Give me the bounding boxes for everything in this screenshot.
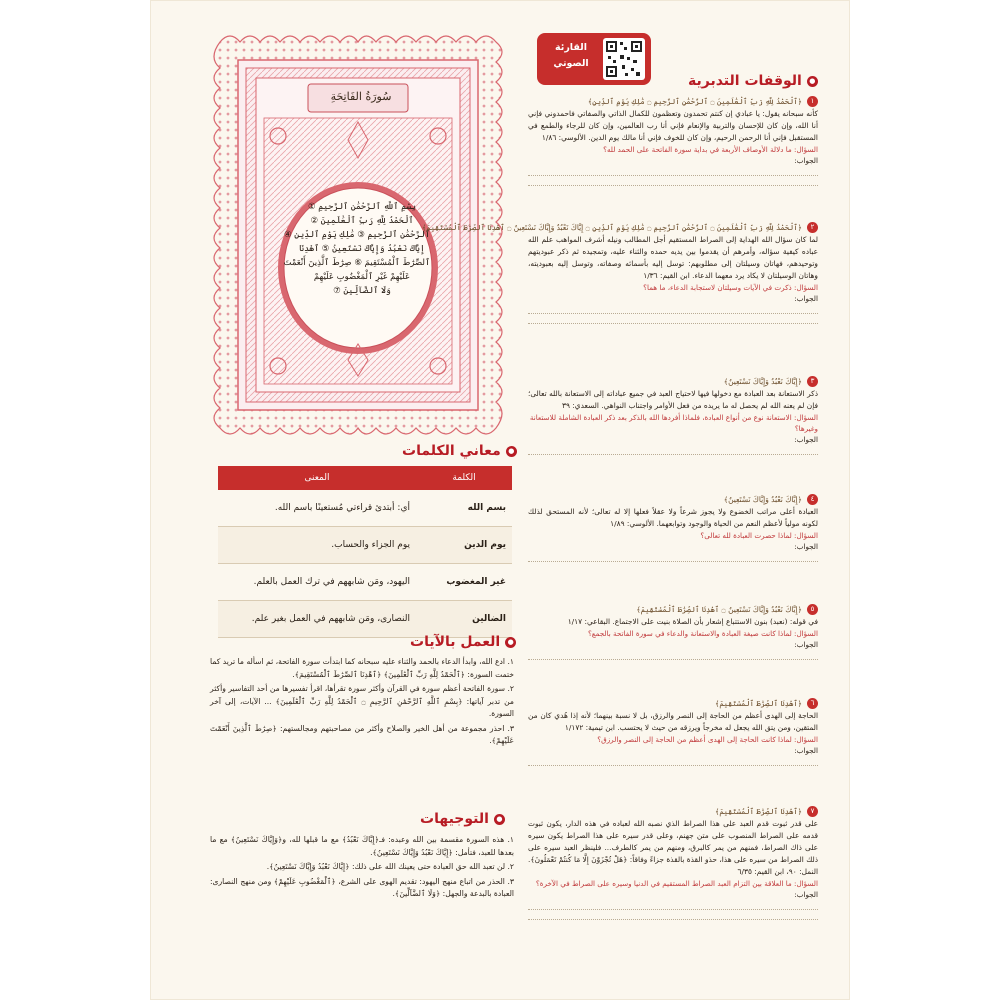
audio-reader-label: القارئة الصوتي xyxy=(553,42,589,69)
surah-verses xyxy=(283,200,430,340)
block-body: العبادة أعلى مراتب الخضوع ولا يجوز شرعاً ولا عقلاً فعلها إلا له تعالى؛ لأنه المستحق لذلك لكونه مولياً لأعظم النعم من الحياة والوجود وتوابعهما. الألوسي: ١/٨٩ xyxy=(528,507,818,528)
meaning-cell: النصارى، ومَن شابههم في العمل بغير علم. xyxy=(218,601,416,638)
list-item: ١. هذه السورة مقسمة بين الله وعبده: فـ﴿إِيَّاكَ نَعْبُدُ﴾ مع ما قبلها لله، و﴿وَإِيَّاكَ نَسْتَعِينُ﴾ مع ما بعدها للعبد، فتأمل: ﴿إِيَّاكَ نَعْبُدُ وَإِيَّاكَ نَسْتَعِينُ﴾. xyxy=(210,835,514,857)
guidance-list xyxy=(210,834,514,956)
list-item: ٢. سورة الفاتحة أعظم سورة في القرآن وأكثر سورة تقرأها، اقرأ تفسيرها من أحد التفاسير وأكثر من تدبر آياتها: ﴿بِسْمِ ٱللَّهِ ٱلرَّحْمَٰنِ ٱلرَّحِيمِ ۝ ٱلْحَمْدُ لِلَّهِ رَبِّ ٱلْعَٰلَمِينَ﴾ ... الآيات، إلى آخر السورة. xyxy=(210,684,515,718)
block-number: ٥ xyxy=(807,604,818,615)
word-cell: غير المغضوب xyxy=(416,564,512,601)
block-body: في قوله: (نعبد) بنون الاستتباع إشعار بأن الصلاة بنيت على الاجتماع. البقاعي: ١/١٧ xyxy=(567,617,818,626)
block-body: كأنه سبحانه يقول: يا عبادي إن كنتم تحمدون وتعظمون للكمال الذاتي والصفاتي فاحمدوني فإني أنا الله، وإن كان للإحسان والتربية والإنعام فإني أنا رب العالمين، وإن كان للرجاء والطمع في المستقبل فإني أنا الرحمن الرحيم، وإن كان للخوف فإني أنا مالك يوم الدين. الألوسي: ١/٨٦ xyxy=(528,109,818,142)
block-number: ٤ xyxy=(807,494,818,505)
block-number: ٢ xyxy=(807,222,818,233)
block-quote: ﴿ٱهْدِنَا ٱلصِّرَٰطَ ٱلْمُسْتَقِيمَ﴾ xyxy=(715,699,802,708)
table-row xyxy=(218,601,512,638)
list-item: ٢. لن تعبد الله حق العبادة حتى يعينك الله على ذلك: ﴿إِيَّاكَ نَعْبُدُ وَإِيَّاكَ نَسْتَعِينُ﴾. xyxy=(266,862,514,871)
block-body: لما كان سؤال الله الهداية إلى الصراط المستقيم أجل المطالب ونيله أشرف المواهب علم الله عباده كيفية سؤاله، وأمرهم أن يقدموا بين يديه حمده والثناء عليه، وتمجيده ثم ذكر عبوديتهم وتوحيدهم، فهاتان وسيلتان إلى مطلوبهم: توسل إليه بأسمائه وصفاته، وتوسل إليه بعبوديته، وهاتان الوسيلتان لا يكاد يرد معهما الدعاء. ابن القيم: ١/٣٦ xyxy=(528,235,818,280)
list-item: ٣. الحذر من اتباع منهج اليهود: تقديم الهوى على الشرع، ﴿ٱلْمَغْضُوبِ عَلَيْهِمْ﴾ ومن منهج النصارى: العبادة بالبدعة والجهل: ﴿وَلَا ٱلضَّآلِّينَ﴾. xyxy=(210,876,514,898)
section-bullet-icon: ● xyxy=(807,76,818,87)
answer-line[interactable] xyxy=(528,756,818,766)
answer-line[interactable] xyxy=(528,910,818,920)
header-meaning: المعنى xyxy=(218,466,416,490)
block-number: ٣ xyxy=(807,376,818,387)
answer-line[interactable] xyxy=(528,314,818,324)
work-title: العمل بالآيات xyxy=(410,634,501,650)
verse-line: ٱلْحَمْدُ لِلَّهِ رَبِّ ٱلْعَٰلَمِينَ ② xyxy=(310,216,414,226)
meaning-cell: يوم الجزاء والحساب. xyxy=(218,527,416,564)
block-quote: ﴿إِيَّاكَ نَعْبُدُ وَإِيَّاكَ نَسْتَعِينُ﴾ xyxy=(723,495,802,504)
block-quote: ﴿ٱلْحَمْدُ لِلَّهِ رَبِّ ٱلْعَٰلَمِينَ ۝ ٱلرَّحْمَٰنِ ٱلرَّحِيمِ ۝ مَٰلِكِ يَوْمِ ٱلدِّينِ﴾ xyxy=(587,97,802,106)
block-number: ١ xyxy=(807,96,818,107)
table-row xyxy=(218,527,512,564)
table-row xyxy=(218,490,512,527)
answer-line[interactable] xyxy=(528,445,818,455)
block-answer-label: الجواب: xyxy=(794,890,818,899)
block-quote: ﴿ٱهْدِنَا ٱلصِّرَٰطَ ٱلْمُسْتَقِيمَ﴾ xyxy=(715,807,802,816)
answer-line[interactable] xyxy=(528,650,818,660)
reflection-block xyxy=(528,604,818,660)
table-header-row xyxy=(218,466,512,490)
meanings-title: معاني الكلمات xyxy=(402,443,501,459)
answer-line[interactable] xyxy=(528,304,818,314)
block-body: على قدر ثبوت قدم العبد على هذا الصراط الذي نصبه الله لعباده في هذه الدار، يكون ثبوت قدمه على الصراط المنصوب على متن جهنم، وعلى قدر سيره على هذا الصراط يكون سيره على ذاك الصراط، فمنهم من يمر كالبرق، ومنهم من يمر كالطرف... فلينظر العبد سيره على ذلك الصراط من سيره على هذا، حذو القذة بالقذة جزاءً وفاقاً: ﴿هَلْ تُجْزَوْنَ إِلَّا مَا كُنتُمْ تَعْمَلُونَ﴾. النمل: ٩٠، ابن القيم: ٦/٣٥ xyxy=(528,819,818,876)
meanings-table xyxy=(218,466,512,638)
reflection-block xyxy=(528,96,818,186)
section-bullet-icon: ● xyxy=(505,637,516,648)
block-body: الحاجة إلى الهدى أعظم من الحاجة إلى النصر والرزق، بل لا نسبة بينهما؛ لأنه إذا هُدي كان من المتقين، ومن يتق الله يجعل له مخرجاً ويرزقه من حيث لا يحتسب. ابن تيمية: ١/١٧٢ xyxy=(528,711,818,732)
verse-line: بِسْمِ ٱللَّهِ ٱلرَّحْمَٰنِ ٱلرَّحِيمِ ① xyxy=(307,202,417,212)
block-body: ذكر الاستعانة بعد العبادة مع دخولها فيها لاحتياج العبد في جميع عباداته إلى الاستعانة بالله تعالى؛ فإن لم يعنه الله لم يحصل له ما يريده من فعل الأوامر واجتناب النواهي. السعدي: ٣٩ xyxy=(528,389,818,410)
word-cell: الضالين xyxy=(416,601,512,638)
section-bullet-icon: ● xyxy=(494,814,505,825)
verse-line: إِيَّاكَ نَعْبُدُ وَإِيَّاكَ نَسْتَعِينُ ⑤ ٱهْدِنَا xyxy=(299,244,425,254)
section-bullet-icon: ● xyxy=(506,446,517,457)
reflection-block xyxy=(528,806,818,920)
block-answer-label: الجواب: xyxy=(794,746,818,755)
mushaf-ornament xyxy=(208,30,508,440)
meanings-heading xyxy=(402,443,517,459)
header-word: الكلمة xyxy=(416,466,512,490)
reflections-title: الوقفات التدبرية xyxy=(688,73,802,89)
reflection-block xyxy=(528,698,818,766)
reflections-heading xyxy=(688,73,818,89)
reflection-block xyxy=(421,222,818,324)
answer-line[interactable] xyxy=(528,166,818,176)
block-question: السؤال: ما العلاقة بين التزام العبد الصراط المستقيم في الدنيا وسيره على الصراط في الآخرة؟ xyxy=(535,879,818,888)
answer-line[interactable] xyxy=(528,900,818,910)
audio-reader-badge[interactable] xyxy=(537,33,651,85)
block-number: ٦ xyxy=(807,698,818,709)
verse-line: ٱلصِّرَٰطَ ٱلْمُسْتَقِيمَ ⑥ صِرَٰطَ ٱلَّذِينَ أَنْعَمْتَ xyxy=(283,258,430,268)
block-quote: ﴿ٱلْحَمْدُ لِلَّهِ رَبِّ ٱلْعَٰلَمِينَ ۝ ٱلرَّحْمَٰنِ ٱلرَّحِيمِ ۝ مَٰلِكِ يَوْمِ ٱلدِّينِ ۝ إِيَّاكَ نَعْبُدُ وَإِيَّاكَ نَسْتَعِينُ ۝ ٱهْدِنَا ٱلصِّرَٰطَ ٱلْمُسْتَقِيمَ﴾ xyxy=(421,223,802,232)
work-list xyxy=(210,656,514,802)
block-answer-label: الجواب: xyxy=(794,294,818,303)
list-item: ١. ادع الله، وابدأ الدعاء بالحمد والثناء عليه سبحانه كما ابتدأت سورة الفاتحة، ثم اسأله ما تريد كما ختمت السورة: ﴿ٱلْحَمْدُ لِلَّهِ رَبِّ ٱلْعَٰلَمِينَ﴾ ﴿ٱهْدِنَا ٱلصِّرَٰطَ ٱلْمُسْتَقِيمَ﴾. xyxy=(210,657,514,679)
list-item: ٣. احذر مجموعة من أهل الخير والصلاح وأكثر من مصاحبتهم ومجالستهم: ﴿صِرَٰطَ ٱلَّذِينَ أَنْعَمْتَ عَلَيْهِمْ﴾. xyxy=(210,723,514,745)
word-cell: بسم الله xyxy=(416,490,512,527)
block-question: السؤال: لماذا كانت صيغة العبادة والاستعانة والدعاء في سورة الفاتحة بالجمع؟ xyxy=(587,629,818,638)
answer-line[interactable] xyxy=(528,176,818,186)
block-question: السؤال: لماذا حصرت العبادة لله تعالى؟ xyxy=(700,531,818,540)
block-answer-label: الجواب: xyxy=(794,640,818,649)
block-question: السؤال: الاستعانة نوع من أنواع العبادة، فلماذا أفردها الله بالذكر بعد ذكر العبادة الشاملة للاستعانة وغيرها؟ xyxy=(529,413,818,433)
guidance-title: التوجيهات xyxy=(420,811,489,827)
verse-line: ٱلرَّحْمَٰنِ ٱلرَّحِيمِ ③ مَٰلِكِ يَوْمِ ٱلدِّينِ ④ xyxy=(283,230,430,240)
block-answer-label: الجواب: xyxy=(794,156,818,165)
table-row xyxy=(218,564,512,601)
meaning-cell: اليهود، ومَن شابههم في ترك العمل بالعلم. xyxy=(218,564,416,601)
block-answer-label: الجواب: xyxy=(794,435,818,444)
verse-line: عَلَيْهِمْ غَيْرِ ٱلْمَغْضُوبِ عَلَيْهِمْ xyxy=(313,272,411,282)
verse-line: وَلَا ٱلضَّآلِّينَ ⑦ xyxy=(333,286,391,296)
reflection-block xyxy=(528,494,818,562)
block-question: السؤال: ما دلالة الأوصاف الأربعة في بداية سورة الفاتحة على الحمد لله؟ xyxy=(603,145,818,154)
block-answer-label: الجواب: xyxy=(794,542,818,551)
work-heading xyxy=(410,634,516,650)
block-question: السؤال: لماذا كانت الحاجة إلى الهدى أعظم من الحاجة إلى النصر والرزق؟ xyxy=(597,735,818,744)
block-quote: ﴿إِيَّاكَ نَعْبُدُ وَإِيَّاكَ نَسْتَعِينُ ۝ ٱهْدِنَا ٱلصِّرَٰطَ ٱلْمُسْتَقِيمَ﴾ xyxy=(636,605,802,614)
block-quote: ﴿إِيَّاكَ نَعْبُدُ وَإِيَّاكَ نَسْتَعِينُ﴾ xyxy=(723,377,802,386)
meaning-cell: أي: أبتدئ قراءتي مُستعينًا باسم الله. xyxy=(218,490,416,527)
qr-code-icon[interactable] xyxy=(603,38,645,80)
guidance-heading xyxy=(420,811,505,827)
block-number: ٧ xyxy=(807,806,818,817)
block-question: السؤال: ذكرت في الآيات وسيلتان لاستجابة الدعاء، ما هما؟ xyxy=(643,283,818,292)
reflection-block xyxy=(528,376,818,455)
answer-line[interactable] xyxy=(528,552,818,562)
surah-title: سُورَةُ الفَاتِحَةِ xyxy=(330,90,392,103)
word-cell: يوم الدين xyxy=(416,527,512,564)
